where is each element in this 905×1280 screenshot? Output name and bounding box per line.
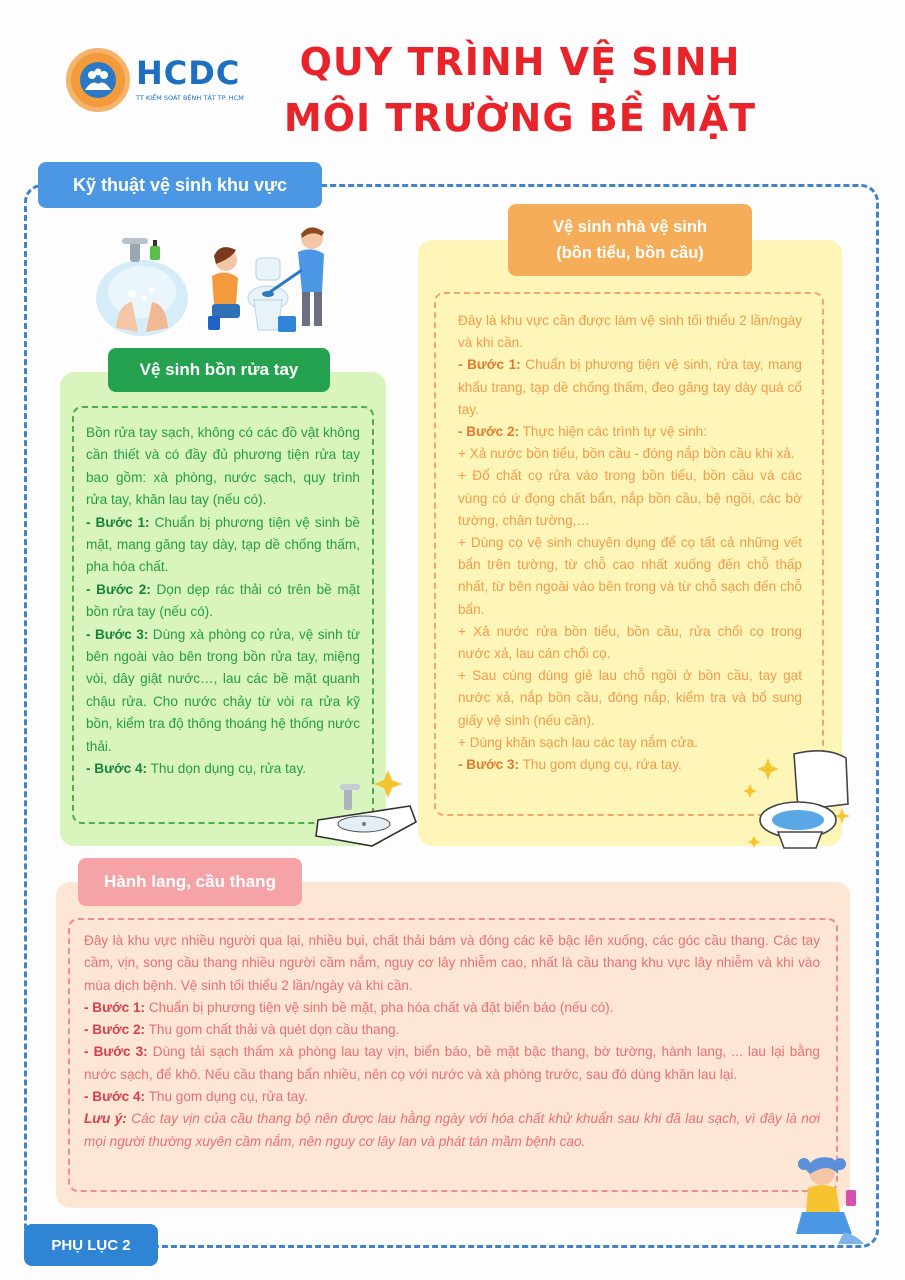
- hand-sink-title: Vệ sinh bồn rửa tay: [108, 348, 330, 392]
- toilet-step-1: - Bước 1: Chuẩn bị phương tiện vệ sinh, rửa tay, mang khẩu trang, tạp dề chống thấm, đeo găng tay dày quá cổ tay.: [458, 357, 802, 417]
- hand-sink-body: [86, 422, 360, 781]
- corridor-step-4: - Bước 4: Thu gom dụng cụ, rửa tay.: [84, 1089, 308, 1105]
- toilet-substep: + Dùng cọ vệ sinh chuyên dụng để cọ tất cả những vết bẩn trên tường, từ chỗ cao nhất xuống đến chỗ thấp nhất, từ bên ngoài vào bên trong và từ chỗ sạch đến chỗ bẩn.: [458, 535, 802, 617]
- toilet-body: [458, 310, 802, 776]
- sink-illustration: [312, 766, 422, 852]
- people-icon: [80, 62, 116, 98]
- corridor-step-1: - Bước 1: Chuẩn bị phương tiện vệ sinh bề mặt, pha hóa chất và đặt biển báo (nếu có).: [84, 999, 614, 1015]
- toilet-substep: + Sau cùng dùng giẻ lau chỗ ngồi ở bồn cầu, tay gạt nước xả, nắp bồn cầu, đóng nắp, kiểm tra và bổ sung giấy vệ sinh (nếu cần).: [458, 668, 802, 728]
- toilet-step-2: - Bước 2: Thực hiện các trình tự vệ sinh:: [458, 424, 708, 440]
- hand-sink-step-2: - Bước 2: Dọn dẹp rác thải có trên bề mặt bồn rửa tay (nếu có).: [86, 581, 360, 620]
- corridor-body: [84, 930, 820, 1153]
- toilet-title-line-2: (bồn tiểu, bồn cầu): [556, 244, 704, 262]
- toilet-substep: + Dùng khăn sạch lau các tay nắm cửa.: [458, 734, 698, 750]
- toilet-title-line-1: Vệ sinh nhà vệ sinh: [552, 218, 708, 236]
- hand-sink-intro: Bồn rửa tay sạch, không có các đồ vật không cần thiết và có đầy đủ phương tiện rửa tay bao gồm: xà phòng, nước sạch, quy trình rửa tay, khăn lau tay (nếu có).: [86, 425, 360, 508]
- hand-sink-step-4: - Bước 4: Thu dọn dụng cụ, rửa tay.: [86, 761, 307, 777]
- logo-text: HCDC: [136, 54, 241, 92]
- section-label-area-cleaning: Kỹ thuật vệ sinh khu vực: [38, 162, 322, 208]
- hand-sink-step-3: - Bước 3: Dùng xà phòng cọ rửa, vệ sinh từ bên ngoài vào bên trong bồn rửa tay, miệng vòi, dây giật nước…, lau các bề mặt quanh chậu rửa. Cho nước chảy từ vòi ra rửa kỹ bồn, kiểm tra độ thông thoáng hệ thống nước thải.: [86, 626, 360, 754]
- girl-cleaning-illustration: [782, 1150, 868, 1246]
- corridor-intro: Đây là khu vực nhiều người qua lại, nhiều bụi, chất thải bám và đóng các kẽ bậc lên xuống, các góc cầu thang. Các tay cầm, vịn, song cầu thang nhiều người cầm nắm, nguy cơ lây nhiễm cao, nhất là cầu thang khu vực lây nhiễm và khi vào mùa dịch bệnh. Vệ sinh tối thiểu 2 lần/ngày và khi cần.: [84, 933, 820, 993]
- hand-sink-step-1: - Bước 1: Chuẩn bị phương tiện vệ sinh bề mặt, mang găng tay dày, tạp dề chống thấm, pha hóa chất.: [86, 514, 360, 575]
- kids-cleaning-toilet-illustration: [198, 220, 338, 338]
- page-title-line-2: MÔI TRƯỜNG BỀ MẶT: [283, 96, 757, 140]
- toilet-intro: Đây là khu vực cần được làm vệ sinh tối thiểu 2 lần/ngày và khi cần.: [458, 313, 802, 351]
- corridor-note: Lưu ý: Các tay vịn của cầu thang bộ nên được lau hằng ngày với hóa chất khử khuẩn sau khi đã lau sạch, vì đây là nơi mọi người thường xuyên cầm nắm, nên nguy cơ lây lan và phát tán mầm bệnh cao.: [84, 1111, 820, 1149]
- toilet-step-3: - Bước 3: Thu gom dụng cụ, rửa tay.: [458, 757, 682, 773]
- toilet-illustration: [738, 744, 862, 856]
- corridor-step-2: - Bước 2: Thu gom chất thải và quét dọn cầu thang.: [84, 1022, 400, 1038]
- logo-subtext: TT KIỂM SOÁT BỆNH TẬT TP. HCM: [136, 94, 244, 102]
- toilet-substep: + Xả nước bồn tiểu, bồn cầu - đóng nắp bồn cầu khi xả.: [458, 446, 795, 462]
- handwashing-illustration: [92, 232, 192, 338]
- page-title-line-1: QUY TRÌNH VỆ SINH: [299, 40, 741, 84]
- corridor-title: Hành lang, cầu thang: [78, 858, 302, 906]
- corridor-step-3: - Bước 3: Dùng tải sạch thấm xà phòng lau tay vịn, biển báo, bề mặt bậc thang, bờ tường, hành lang, ... lau lại bằng nước sạch, để khô. Nếu cầu thang bẩn nhiều, nên cọ với nước và xà phòng trước, sau đó dùng khăn lau lại.: [84, 1044, 820, 1082]
- toilet-substep: + Xả nước rửa bồn tiểu, bồn cầu, rửa chổi cọ trong nước xả, lau cán chổi cọ.: [458, 623, 802, 662]
- appendix-label: PHỤ LỤC 2: [24, 1224, 158, 1266]
- logo-emblem: [66, 48, 130, 112]
- toilet-substep: + Đổ chất cọ rửa vào trong bồn tiểu, bồn cầu và các vùng có ứ đọng chất bẩn, nắp bồn cầu, bệ ngồi, các bờ tường, chân tường,…: [458, 468, 802, 528]
- toilet-title: [508, 204, 752, 276]
